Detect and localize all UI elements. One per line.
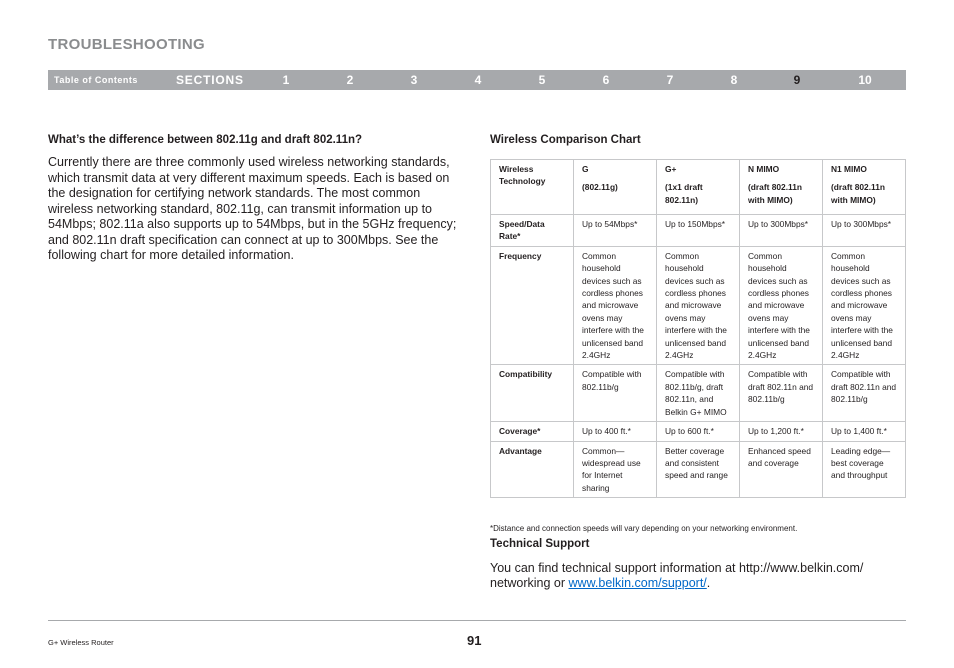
- question-heading: What’s the difference between 802.11g and draft 802.11n?: [48, 134, 363, 146]
- comparison-table: [490, 159, 906, 498]
- table-of-contents-link[interactable]: Table of Contents: [54, 75, 138, 85]
- table-row-speed: [491, 215, 906, 247]
- support-body: [490, 561, 910, 590]
- support-text: You can find technical support information at http://www.belkin.com/ networking or: [490, 561, 864, 590]
- table-cell: Up to 54Mbps*: [574, 215, 657, 247]
- support-suffix: .: [706, 575, 711, 590]
- section-link-2[interactable]: 2: [346, 73, 354, 87]
- column-name: N MIMO: [748, 164, 780, 174]
- column-sub: (802.11g): [582, 182, 618, 193]
- page-title: TROUBLESHOOTING: [48, 36, 205, 53]
- row-label: Compatibility: [491, 365, 574, 422]
- footer-product-name: G+ Wireless Router: [48, 638, 114, 647]
- header-row-label: [491, 160, 574, 215]
- table-cell: Up to 1,400 ft.*: [823, 422, 906, 441]
- header-cell-n1-mimo: [823, 160, 906, 215]
- chart-title: Wireless Comparison Chart: [490, 134, 641, 146]
- section-nav-bar: [48, 70, 906, 90]
- footer-divider: [48, 620, 906, 621]
- section-link-1[interactable]: 1: [282, 73, 290, 87]
- page-number: 91: [467, 633, 482, 648]
- section-link-5[interactable]: 5: [538, 73, 546, 87]
- sections-label: SECTIONS: [176, 73, 244, 87]
- table-cell: Common household devices such as cordless phones and microwave ovens may interfere with the unlicensed band 2.4GHz: [657, 246, 740, 365]
- table-row-advantage: [491, 441, 906, 498]
- row-label: Frequency: [491, 246, 574, 365]
- row-label: Coverage*: [491, 422, 574, 441]
- table-cell: Compatible with 802.11b/g: [574, 365, 657, 422]
- table-cell: Up to 1,200 ft.*: [740, 422, 823, 441]
- section-link-6[interactable]: 6: [602, 73, 610, 87]
- section-link-3[interactable]: 3: [410, 73, 418, 87]
- table-cell: Up to 400 ft.*: [574, 422, 657, 441]
- column-name: N1 MIMO: [831, 164, 867, 174]
- column-name: G+: [665, 164, 677, 174]
- table-cell: Compatible with draft 802.11n and 802.11b/g: [823, 365, 906, 422]
- table-cell: Compatible with 802.11b/g, draft 802.11n, and Belkin G+ MIMO: [657, 365, 740, 422]
- table-header-row: [491, 160, 906, 215]
- table-cell: Up to 600 ft.*: [657, 422, 740, 441]
- section-link-4[interactable]: 4: [474, 73, 482, 87]
- question-body: Currently there are three commonly used wireless networking standards, which transmit data at very different maximum speeds. Each is based on the designation for certifying network standards. The most common wireless networking standard, 802.11g, can transmit information up to 54Mbps; 802.11a also supports up to 54Mbps, but in the 5GHz frequency; and 802.11n draft specification can connect at up to 300Mbps. See the following chart for more detailed information.: [48, 155, 457, 262]
- table-cell: Common household devices such as cordless phones and microwave ovens may interfere with the unlicensed band 2.4GHz: [574, 246, 657, 365]
- header-cell-g-plus: [657, 160, 740, 215]
- table-cell: Common household devices such as cordless phones and microwave ovens may interfere with the unlicensed band 2.4GHz: [740, 246, 823, 365]
- table-cell: Better coverage and consistent speed and range: [657, 441, 740, 498]
- header-cell-g: [574, 160, 657, 215]
- table-row-coverage: [491, 422, 906, 441]
- table-footnote: *Distance and connection speeds will vary depending on your networking environment.: [490, 524, 798, 533]
- table-row-compatibility: [491, 365, 906, 422]
- table-row-frequency: [491, 246, 906, 365]
- header-cell-n-mimo: [740, 160, 823, 215]
- row-label: Speed/Data Rate*: [491, 215, 574, 247]
- column-sub: (draft 802.11n with MIMO): [831, 182, 885, 205]
- section-link-10[interactable]: 10: [858, 73, 872, 87]
- table-cell: Up to 150Mbps*: [657, 215, 740, 247]
- section-link-9-active[interactable]: 9: [793, 73, 801, 87]
- column-sub: (1x1 draft 802.11n): [665, 182, 703, 205]
- table-cell: Up to 300Mbps*: [740, 215, 823, 247]
- row-label: Advantage: [491, 441, 574, 498]
- support-heading: Technical Support: [490, 538, 590, 550]
- support-link[interactable]: www.belkin.com/support/: [568, 575, 707, 590]
- section-link-8[interactable]: 8: [730, 73, 738, 87]
- row-label-text: Wireless Technology: [499, 164, 546, 187]
- table-cell: Enhanced speed and coverage: [740, 441, 823, 498]
- column-name: G: [582, 164, 589, 174]
- table-cell: Up to 300Mbps*: [823, 215, 906, 247]
- table-cell: Compatible with draft 802.11n and 802.11b/g: [740, 365, 823, 422]
- table-cell: Common— widespread use for Internet sharing: [574, 441, 657, 498]
- section-link-7[interactable]: 7: [666, 73, 674, 87]
- column-sub: (draft 802.11n with MIMO): [748, 182, 802, 205]
- table-cell: Leading edge— best coverage and throughput: [823, 441, 906, 498]
- table-cell: Common household devices such as cordless phones and microwave ovens may interfere with the unlicensed band 2.4GHz: [823, 246, 906, 365]
